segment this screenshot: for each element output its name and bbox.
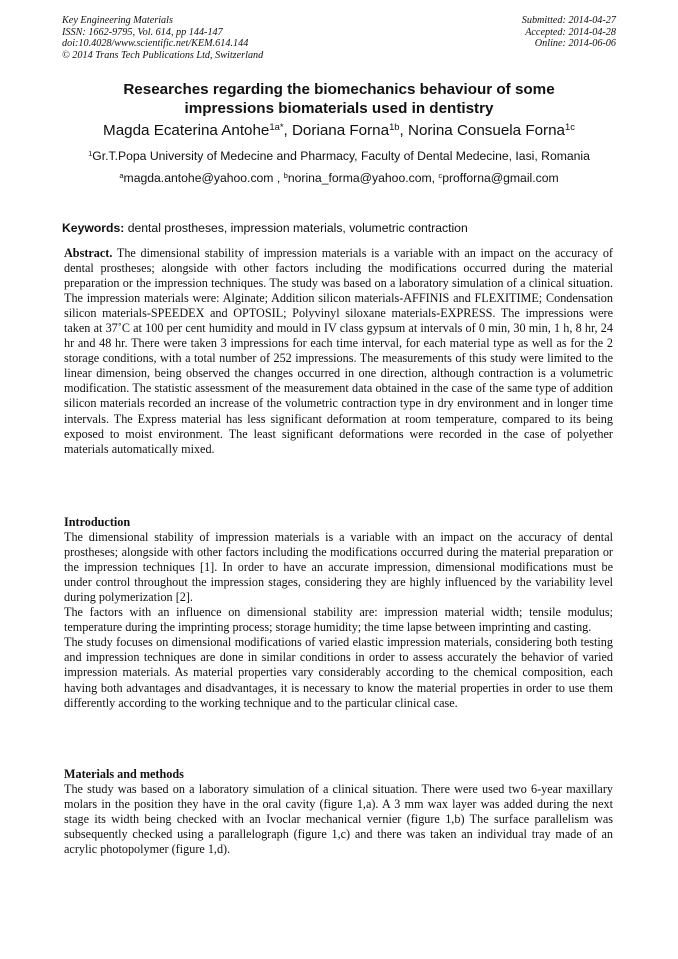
author-3: Norina Consuela Forna [407,122,566,139]
abstract [64,246,613,457]
author-3-sup: 1c [565,120,575,132]
keywords-text: dental prostheses, impression materials, volumetric contraction [124,221,468,235]
accepted-date: Accepted: 2014-04-28 [525,26,616,38]
keywords-label: Keywords: [62,221,125,235]
author-sep: , [283,122,292,139]
introduction-paragraph-2: The factors with an influence on dimensional stability are: impression material width; tensile modulus; temperature during the imprinting process; storage humidity; the time lapse between imprinting and casting. [64,605,613,635]
affiliation-text: Gr.T.Popa University of Medecine and Pharmacy, Faculty of Dental Medecine, Iasi, Romania [92,149,590,163]
author-emails [40,171,638,185]
introduction-heading: Introduction [64,515,131,529]
introduction-paragraph-1: The dimensional stability of impression materials is a variable with an impact on the accuracy of dental prostheses; alongside with other factors including the modifications occurred during the material preparation or the impression techniques [1]. In order to have an accurate impression, dimensional modifications must be under control throughout the impression stages, considering they are highly influenced by the variability level during polymerization [2]. [64,530,613,605]
title-line-1: Researches regarding the biomechanics behaviour of some [123,81,555,98]
email-c-sup: c [438,170,443,180]
author-2-sup: 1b [389,120,400,132]
methods-paragraph-1: The study was based on a laboratory simulation of a clinical situation. There were used two 6-year maxillary molars in the position they have in the oral cavity (figure 1,a). A 3 mm wax layer was added during the next stage its width being checked with an Ivoclar mechanical vernier (figure 1,b) The surface parallelism was subsequently checked using a parallelograph (figure 1,c) and there was taken an individual tray made of an acrylic photopolymer (figure 1,d). [64,782,613,857]
author-list [40,122,638,139]
introduction-section [64,515,613,711]
methods-heading: Materials and methods [64,767,184,781]
journal-name: Key Engineering Materials [62,15,173,26]
email-b[interactable]: norina_forma@yahoo.com, [287,171,439,185]
author-2: Doriana Forna [291,122,390,139]
journal-info [62,15,263,61]
abstract-text: The dimensional stability of impression materials is a variable with an impact on the accuracy of dental prostheses; alongside with other factors including the modifications occurred during the material preparation or the impression techniques. The study was based on a laboratory simulation of a clinical situation. The impression materials were: Alginate; Addition silicon materials-AFFINIS and FLEXITIME; Condensation silicon materials-SPEEDEX and OPTOSIL; Polyvinyl siloxane materials-EXPRESS. The impressions were taken at 37˚C at 100 per cent humidity and mould in IV class gypsum at intervals of 0 min, 30 min, 1 h, 8 hr, 24 hr and 48 hr. There were taken 3 impressions for each time interval, for each material type as well as for the 2 storage conditions, with a total number of 252 impressions. The measurements of this study were limited to the linear dimension, being observed the changes occurred in one direction, although contraction is a volumetric modification. The statistic assessment of the measurement data obtained in the case of the same type of addition silicon materials recorded an increase of the volumetric contraction type in dry environment and in longer time intervals. The Express material has less significant deformation at room temperature, compared to its being exposed to moist environment. The least significant deformations were recorded in the case of polyether materials automatically mixed. [64,246,613,456]
affiliation-sup: 1 [88,148,93,158]
affiliation [40,149,638,163]
online-date: Online: 2014-06-06 [534,38,616,50]
methods-section [64,767,613,857]
abstract-label: Abstract. [64,246,113,260]
email-b-sup: b [283,170,288,180]
introduction-paragraph-3: The study focuses on dimensional modifications of varied elastic impression materials, considering both testing and impression techniques are done in similar conditions in order to assess accurately the behavior of varied impression materials. As material properties vary considerably according to the chemical composition, each having both advantages and disadvantages, it is necessary to know the material properties in order to use them differently according to the working technique and to the particular clinical case. [64,635,613,710]
paper-title [62,80,616,118]
abstract-paragraph [64,246,613,457]
author-1: Magda Ecaterina Antohe [103,122,270,139]
journal-doi: doi:10.4028/www.scientific.net/KEM.614.144 [62,38,249,50]
email-c[interactable]: profforna@gmail.com [442,171,559,185]
journal-copyright: © 2014 Trans Tech Publications Ltd, Switzerland [62,49,264,61]
journal-issn: ISSN: 1662-9795, Vol. 614, pp 144-147 [62,26,223,38]
keywords [62,221,616,235]
email-a-sup: a [119,170,124,180]
publication-dates [522,15,616,50]
submitted-date: Submitted: 2014-04-27 [521,15,616,26]
author-sep: , [399,122,408,139]
author-1-sup: 1a* [269,120,284,132]
email-a[interactable]: magda.antohe@yahoo.com , [123,171,284,185]
title-line-2: impressions biomaterials used in dentistry [184,100,494,117]
